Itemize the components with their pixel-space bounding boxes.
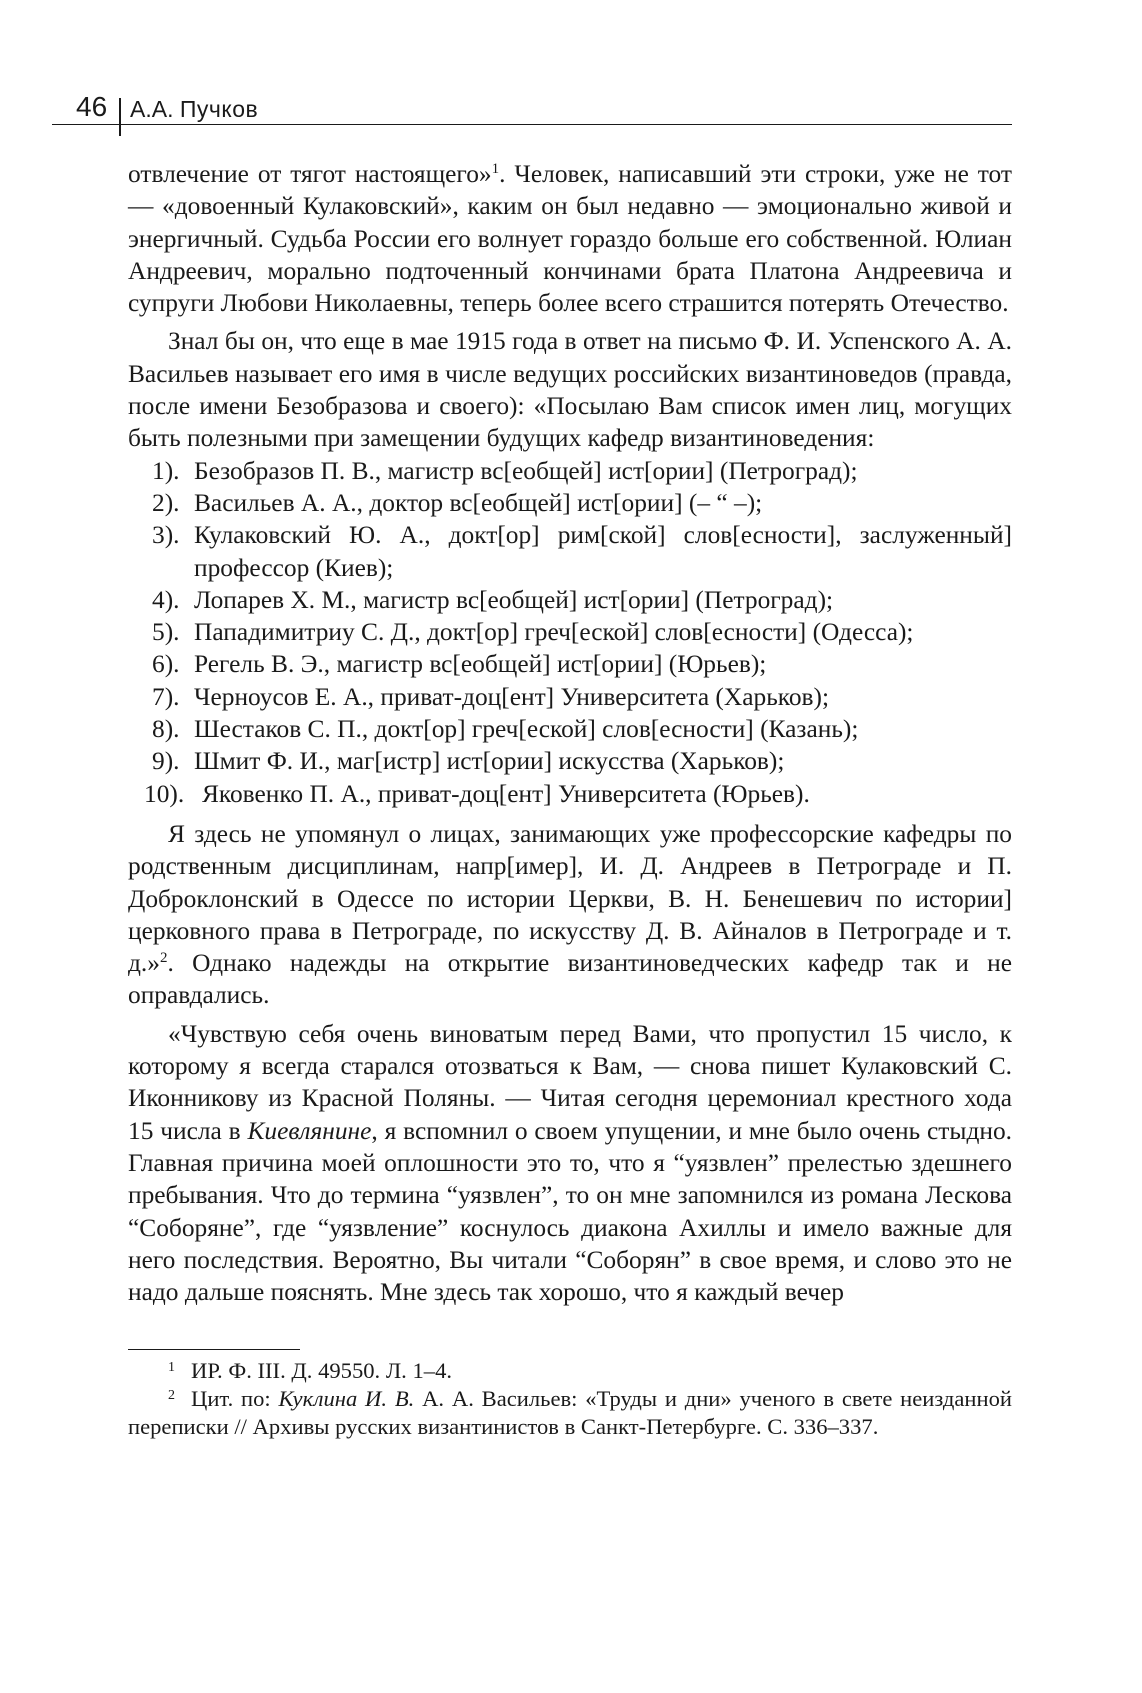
footnote-mark: 1 xyxy=(168,1360,175,1375)
paragraph-1 xyxy=(128,158,1012,319)
paragraph-3-rest: . Однако надежды на открытие византиноведческих кафедр так и не оправдались. xyxy=(128,949,1012,1010)
author-initials: А.А. xyxy=(130,96,174,122)
list-item xyxy=(128,681,1012,713)
running-head-author xyxy=(130,96,258,122)
list-item-number: 5). xyxy=(152,618,180,647)
list-item xyxy=(128,455,1012,487)
footnote-rule xyxy=(128,1349,300,1350)
newspaper-title: Киевлянине xyxy=(247,1116,372,1145)
list-item-text: Черноусов Е. А., приват-доц[ент] Университета (Харьков); xyxy=(194,682,830,711)
list-item-number: 6). xyxy=(152,650,180,679)
list-item-text: Шестаков С. П., докт[ор] греч[еской] слов[есности] (Казань); xyxy=(194,715,859,744)
paragraph-3-text: Я здесь не упомянул о лицах, занимающих уже профессорские кафедры по родственным дисциплинам, напр[имер], И. Д. Андреев в Петрограде и П. Доброклонский в Одессе по истории Церкви, В. Н. Бенешевич по истории] церковного права в Петрограде, по искусству Д. В. Айналов в Петрограде и т. д.» xyxy=(128,819,1012,978)
footnote-mark: 2 xyxy=(168,1388,175,1403)
list-item-text: Регель В. Э., магистр вс[еобщей] ист[ории] (Юрьев); xyxy=(194,650,767,679)
header-rule xyxy=(52,124,1012,125)
list-item-number: 7). xyxy=(152,682,180,711)
list-item xyxy=(128,519,1012,584)
list-item-text: Васильев А. А., доктор вс[еобщей] ист[ории] (– “ –); xyxy=(194,488,763,517)
footnote-1 xyxy=(128,1357,1012,1385)
footnote-text: ИР. Ф. III. Д. 49550. Л. 1–4. xyxy=(191,1358,453,1383)
list-item xyxy=(128,584,1012,616)
list-item xyxy=(128,648,1012,680)
list-item xyxy=(128,713,1012,745)
list-item xyxy=(128,745,1012,777)
paragraph-4 xyxy=(128,1018,1012,1309)
list-item-text: Безобразов П. В., магистр вс[еобщей] ист[ории] (Петроград); xyxy=(194,456,858,485)
list-item-number: 9). xyxy=(152,747,180,776)
list-item-number: 10). xyxy=(144,779,185,808)
list-item xyxy=(128,778,1012,810)
paragraph-3 xyxy=(128,818,1012,1012)
paragraph-4-text-b: , я вспомнил о своем упущении, и мне было очень стыдно. Главная причина моей оплошности это то, что я “уязвлен” прелестью здешнего пребывания. Что до термина “уязвлен”, то он мне запомнился из романа Лескова “Соборяне”, где “уязвление” коснулось диакона Ахиллы и имело важные для него последствия. Вероятно, Вы читали “Соборян” в свое время, и слово это не надо дальше пояснять. Мне здесь так хорошо, что я каждый вечер xyxy=(128,1116,1012,1307)
footnote-ref-1[interactable]: 1 xyxy=(491,161,500,177)
list-item-number: 1). xyxy=(152,456,180,485)
list-item-text: Пападимитриу С. Д., докт[ор] греч[еской] слов[есности] (Одесса); xyxy=(194,618,914,647)
list-item-number: 8). xyxy=(152,715,180,744)
footnote-text: Цит. по: xyxy=(191,1386,279,1411)
footnotes xyxy=(128,1357,1012,1441)
list-item-text: Яковенко П. А., приват-доц[ент] Университета (Юрьев). xyxy=(202,779,810,808)
candidate-list xyxy=(128,455,1012,810)
main-text xyxy=(128,158,1012,1308)
paragraph-1-rest: . Человек, написавший эти строки, уже не тот — «довоенный Кулаковский», каким он был недавно — эмоционально живой и энергичный. Судьба России его волнует гораздо больше его собственной. Юлиан Андреевич, морально подточенный кончинами брата Платона Андреевича и супруги Любови Николаевны, теперь более всего страшится потерять Отечество. xyxy=(128,160,1012,318)
footnote-2 xyxy=(128,1385,1012,1441)
footnote-ref-2[interactable]: 2 xyxy=(159,950,168,967)
paragraph-4-text-a: «Чувствую себя очень виноватым перед Вами, что пропустил 15 число, к которому я всегда старался отозваться к Вам, — снова пишет Кулаковский С. Иконникову из Красной Поляны. — Читая сегодня церемониал крестного хода 15 числа в xyxy=(128,1019,1012,1145)
list-item-number: 4). xyxy=(152,585,180,614)
list-item xyxy=(128,616,1012,648)
list-item xyxy=(128,487,1012,519)
paragraph-1-text: отвлечение от тягот настоящего» xyxy=(128,160,492,188)
header-divider xyxy=(119,98,121,136)
author-surname: Пучков xyxy=(179,96,259,122)
running-header xyxy=(52,92,1012,142)
list-item-number: 3). xyxy=(152,521,180,550)
paragraph-2: Знал бы он, что еще в мае 1915 года в ответ на письмо Ф. И. Успенского А. А. Васильев называет его имя в числе ведущих российских византиноведов (правда, после имени Безобразова и своего): «Посылаю Вам список имен лиц, могущих быть полезными при замещении будущих кафедр византиноведения: xyxy=(128,327,1012,453)
list-item-number: 2). xyxy=(152,488,180,517)
footnote-text-rest: А. А. Васильев: «Труды и дни» ученого в свете неизданной переписки // Архивы русских византинистов в Санкт-Петербурге. С. 336–337. xyxy=(128,1386,1012,1439)
page-number: 46 xyxy=(76,91,108,122)
list-item-text: Кулаковский Ю. А., докт[ор] рим[ской] слов[есности], заслуженный] профессор (Киев); xyxy=(194,521,1012,582)
list-item-text: Шмит Ф. И., маг[истр] ист[ории] искусства (Харьков); xyxy=(194,747,785,776)
footnote-author: Куклина И. В. xyxy=(278,1386,415,1411)
list-item-text: Лопарев Х. М., магистр вс[еобщей] ист[ории] (Петроград); xyxy=(194,585,834,614)
